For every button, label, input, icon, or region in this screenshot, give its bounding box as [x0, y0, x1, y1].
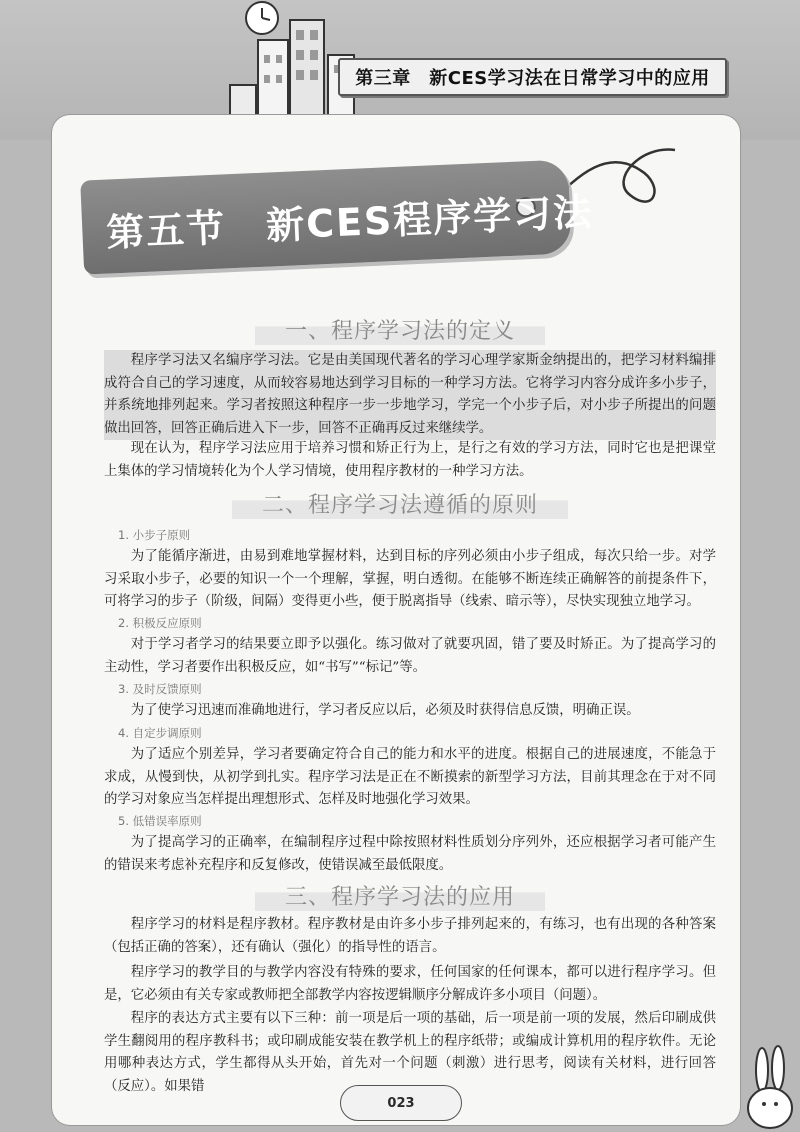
principle-title: 1. 小步子原则 — [118, 528, 191, 542]
principle-text: 对于学习者学习的结果要立即予以强化。练习做对了就要巩固，错了要及时矫正。为了提高学习的主动性，学习者要作出积极反应，如“书写”“标记”等。 — [104, 637, 716, 675]
principle-text: 为了能循序渐进，由易到难地掌握材料，达到目标的序列必须由小步子组成，每次只给一步。对学习采取小步子，必要的知识一个一个理解，掌握，明白透彻。在能够不断连续正确解答的前提条件下，可将学习的步子（阶级，间隔）变得更小些，便于脱离指导（线索、暗示等），尽快实现独立地学习。 — [104, 549, 716, 609]
chapter-banner: 第三章 新CES学习法在日常学习中的应用 — [338, 58, 727, 96]
para-materials: 程序学习的材料是程序教材。程序教材是由许多小步子排列起来的，有练习，也有出现的各种答案（包括正确的答案），还有确认（强化）的指导性的语言。 — [104, 917, 716, 955]
principle-text: 为了适应个别差异，学习者要确定符合自己的能力和水平的进度。根据自己的进展速度，不能急于求成，从慢到快，从初学到扎实。程序学习法是正在不断摸索的新型学习方法，目前其理念在于对不同的学习对象应当怎样提出理想形式、怎样及时地强化学习效果。 — [104, 747, 716, 807]
para-definition: 程序学习法又名编序学习法。它是由美国现代著名的学习心理学家斯金纳提出的，把学习材料编排成符合自己的学习速度，从而较容易地达到学习目标的一种学习方法。它将学习内容分成许多小步子，并系统地排列起来。学习者按照这种程序一步一步地学习，学完一个小步子后，对小步子所提出的问题做出回答，回答正确后进入下一步，回答不正确再反过来继续学。 — [104, 350, 716, 440]
principle-text: 为了提高学习的正确率，在编制程序过程中除按照材料性质划分序列外，还应根据学习者可能产生的错误来考虑补充程序和反复修改，使错误减至最低限度。 — [104, 835, 716, 873]
heading-definition: 一、程序学习法的定义 — [0, 314, 800, 345]
para-current-view: 现在认为，程序学习法应用于培养习惯和矫正行为上，是行之有效的学习方法，同时它也是把课堂上集体的学习情境转化为个人学习情境，使用程序教材的一种学习方法。 — [104, 441, 716, 479]
principle-title: 2. 积极反应原则 — [118, 616, 202, 630]
heading-principles: 二、程序学习法遵循的原则 — [0, 488, 800, 519]
para-goals: 程序学习的教学目的与教学内容没有特殊的要求，任何国家的任何课本，都可以进行程序学习。但是，它必须由有关专家或教师把全部教学内容按逻辑顺序分解成许多小项目（问题）。 — [104, 965, 716, 1003]
principle-title: 4. 自定步调原则 — [118, 726, 202, 740]
principle-title: 3. 及时反馈原则 — [118, 682, 202, 696]
principle-title: 5. 低错误率原则 — [118, 814, 202, 828]
principle-text: 为了使学习迅速而准确地进行，学习者反应以后，必须及时获得信息反馈，明确正误。 — [130, 703, 640, 718]
para-expression: 程序的表达方式主要有以下三种：前一项是后一项的基础，后一项是前一项的发展，然后印刷成供学生翻阅用的程序教科书；或印刷成能安装在教学机上的程序纸带；或编成计算机用的程序软件。无论用哪种表达方式，学生都得从头开始，首先对一个问题（刺激）进行思考，阅读有关材料，进行回答（反应）。如果错 — [104, 1011, 716, 1094]
heading-application: 三、程序学习法的应用 — [0, 880, 800, 911]
rabbit-illustration — [742, 1040, 800, 1132]
page-number: 023 — [340, 1085, 462, 1121]
section-title: 第五节 新CES程序学习法 — [105, 189, 595, 256]
